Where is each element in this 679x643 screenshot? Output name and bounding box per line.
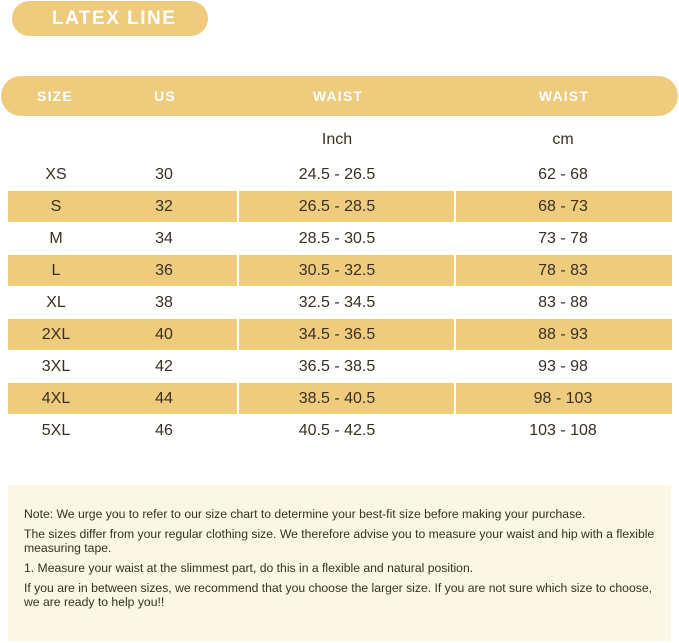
header-size: SIZE <box>37 88 73 104</box>
cell-us: 36 <box>155 262 173 279</box>
title-badge <box>12 1 208 36</box>
cell-size: 2XL <box>41 326 71 343</box>
cell-inch: 24.5 - 26.5 <box>298 166 376 183</box>
cell-size: L <box>51 262 61 279</box>
cell-cm: 103 - 108 <box>529 422 597 439</box>
note-paragraph: Note: We urge you to refer to our size chart to determine your best-fit size before making your purchase. <box>24 507 586 521</box>
row-band <box>8 255 237 286</box>
cell-size: 4XL <box>41 390 71 407</box>
table-row <box>0 319 679 350</box>
table-row <box>0 191 679 222</box>
cell-us: 44 <box>155 390 173 407</box>
cell-us: 46 <box>155 422 173 439</box>
table-header <box>1 76 678 116</box>
cell-cm: 73 - 78 <box>538 230 588 247</box>
cell-inch: 40.5 - 42.5 <box>298 422 376 439</box>
cell-us: 42 <box>155 358 173 375</box>
table-row <box>0 159 679 190</box>
header-us: US <box>154 88 176 104</box>
cell-size: 3XL <box>41 358 71 375</box>
cell-inch: 36.5 - 38.5 <box>298 358 376 375</box>
cell-cm: 68 - 73 <box>538 198 588 215</box>
cell-cm: 88 - 93 <box>538 326 588 343</box>
note-paragraph: The sizes differ from your regular clothing size. We therefore advise you to measure your waist and hip with a flexible measuring tape. <box>24 527 655 555</box>
cell-inch: 30.5 - 32.5 <box>298 262 376 279</box>
title-text: LATEX LINE <box>52 7 177 29</box>
header-waist-inch: WAIST <box>312 88 364 104</box>
header-waist-cm: WAIST <box>538 88 590 104</box>
note-paragraph: 1. Measure your waist at the slimmest part, do this in a flexible and natural position. <box>24 561 474 575</box>
table-row <box>0 223 679 254</box>
unit-cm: cm <box>552 131 574 148</box>
cell-cm: 83 - 88 <box>538 294 588 311</box>
cell-inch: 38.5 - 40.5 <box>298 390 376 407</box>
row-band <box>8 191 237 222</box>
cell-size: XL <box>46 294 66 311</box>
cell-us: 38 <box>155 294 173 311</box>
cell-size: XS <box>45 166 67 183</box>
cell-size: S <box>50 198 62 215</box>
cell-cm: 98 - 103 <box>533 390 593 407</box>
note-paragraph: If you are in between sizes, we recommend that you choose the larger size. If you are not sure which size to choose, we are ready to help you!! <box>24 581 652 609</box>
table-row <box>0 383 679 414</box>
cell-inch: 34.5 - 36.5 <box>298 326 376 343</box>
cell-us: 34 <box>155 230 173 247</box>
cell-us: 30 <box>155 166 173 183</box>
cell-us: 32 <box>155 198 173 215</box>
table-row <box>0 351 679 382</box>
cell-size: 5XL <box>41 422 71 439</box>
unit-inch: Inch <box>321 131 353 148</box>
cell-us: 40 <box>155 326 173 343</box>
cell-inch: 28.5 - 30.5 <box>298 230 376 247</box>
cell-inch: 32.5 - 34.5 <box>298 294 376 311</box>
cell-cm: 62 - 68 <box>538 166 588 183</box>
cell-size: M <box>49 230 63 247</box>
cell-cm: 78 - 83 <box>538 262 588 279</box>
table-row <box>0 415 679 446</box>
cell-inch: 26.5 - 28.5 <box>298 198 376 215</box>
notes-panel <box>8 485 671 641</box>
table-row <box>0 255 679 286</box>
table-row <box>0 287 679 318</box>
cell-cm: 93 - 98 <box>538 358 588 375</box>
